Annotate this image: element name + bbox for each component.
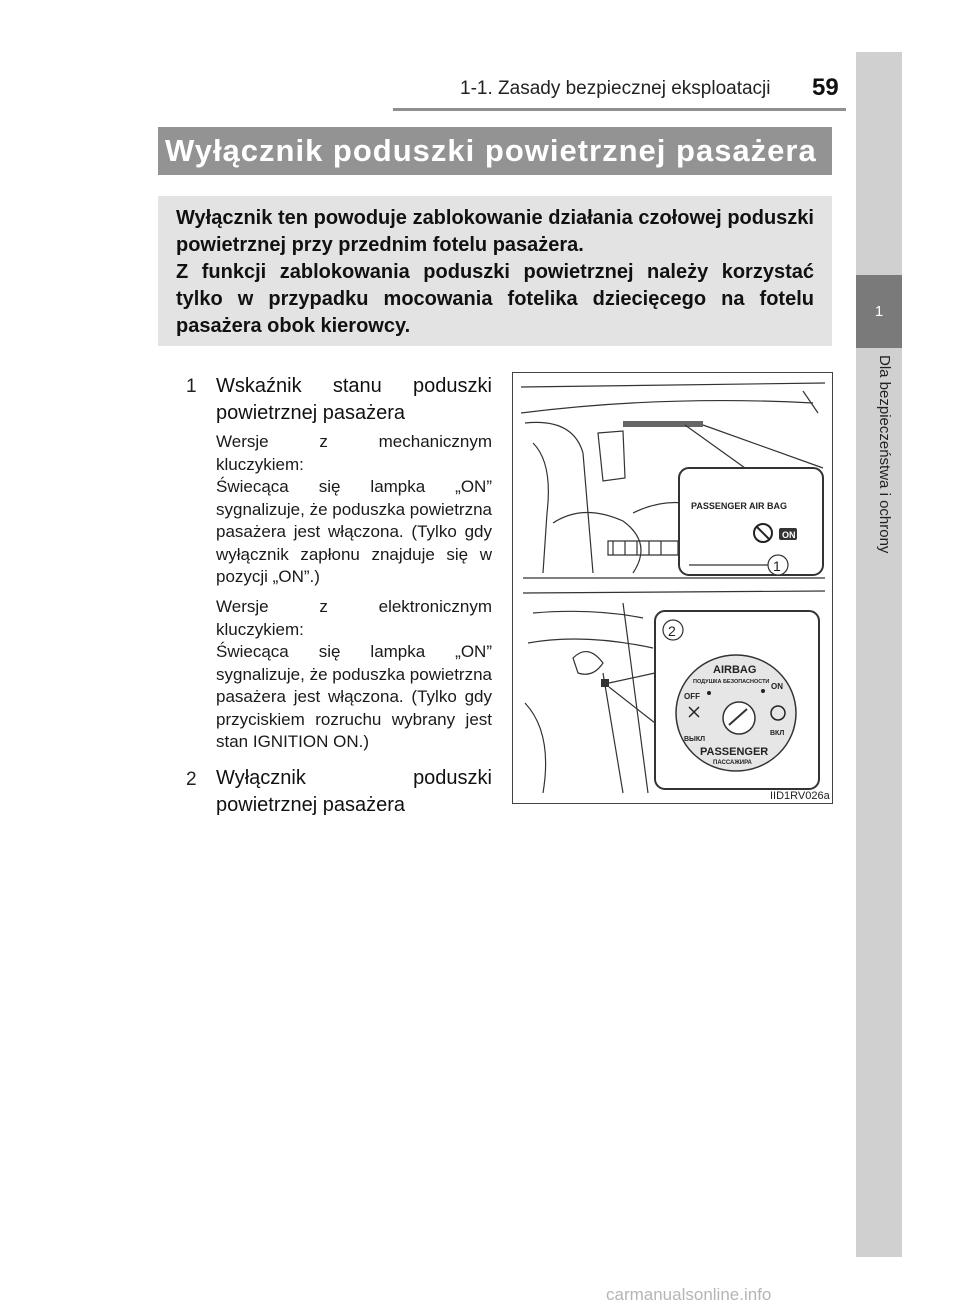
indicator-zoom-box [679,468,823,575]
switch-on-ru-text: ВКЛ [770,730,785,737]
item-2-title-text: Wyłącznik poduszki powietrznej pasażera [216,767,492,816]
figure-drawing [513,373,834,805]
switch-on-text: ON [771,682,783,691]
zoom-lines-2 [609,673,655,723]
switch-airbag-ru-text: ПОДУШКА БЕЗОПАСНОСТИ [693,679,770,685]
callout-1-number: 1 [773,558,781,574]
intro-line-2: Z funkcji zablokowania poduszki powietrznej należy korzystać tylko w przypadku mocowania fotelika dziecięcego na fotelu pasażera obok kierowcy. [176,261,814,337]
header-rule [393,108,846,111]
on-lamp-text: ON [782,530,796,540]
watermark: carmanualsonline.info [606,1285,772,1304]
switch-airbag-text: AIRBAG [713,664,757,676]
switch-passenger-ru-text: ПАССАЖИРА [713,760,752,766]
item-1-title-text: Wskaźnik stanu poduszki powietrznej pasażera [216,375,492,424]
note-heading: Wersje z mechanicznym kluczykiem: [216,432,492,474]
chapter-number-tab: 1 [856,275,902,348]
airbag-figure [512,372,833,804]
item-1-title [216,373,492,427]
indicator-strip [623,421,703,427]
item-number-1: 1 [186,376,197,397]
item-2-title [216,765,492,819]
item-1-note-electronic [216,596,492,754]
switch-location [601,679,609,687]
intro-line-1: Wyłącznik ten powoduje zablokowanie działania czołowej poduszki powietrznej przy przednim fotelu pasażera. [176,207,814,256]
switch-off-text: OFF [684,692,700,701]
zoom-lines-1 [685,425,823,468]
intro-text [176,205,814,340]
note-text: Świecąca się lampka „ON” sygnalizuje, że poduszka powietrzna pasażera jest włączona. (Tylko gdy wyłącznik zapłonu znajduje się w pozycji „ON”.) [216,477,492,586]
side-tab [856,52,902,1257]
item-number-2: 2 [186,769,197,790]
note-text: Świecąca się lampka „ON” sygnalizuje, że poduszka powietrzna pasażera jest włączona. (Tylko gdy przyciskiem rozruchu wybrany jest stan IGNITION ON.) [216,642,492,751]
note-heading: Wersje z elektronicznym kluczykiem: [216,597,492,639]
chapter-title: Dla bezpieczeństwa i ochrony [876,355,893,554]
item-1-note-mechanical [216,431,492,589]
page-title: Wyłącznik poduszki powietrznej pasażera [165,133,817,168]
on-dot [761,689,765,693]
section-header: 1-1. Zasady bezpiecznej eksploatacji [460,78,771,99]
off-dot [707,691,711,695]
figure-code: IID1RV026a [770,790,830,802]
switch-passenger-text: PASSENGER [700,746,769,758]
switch-off-ru-text: ВЫКЛ [684,736,706,743]
page-number: 59 [812,74,839,101]
key-slot [723,702,755,734]
passenger-airbag-label: PASSENGER AIR BAG [691,501,788,511]
callout-2-number: 2 [668,623,676,639]
